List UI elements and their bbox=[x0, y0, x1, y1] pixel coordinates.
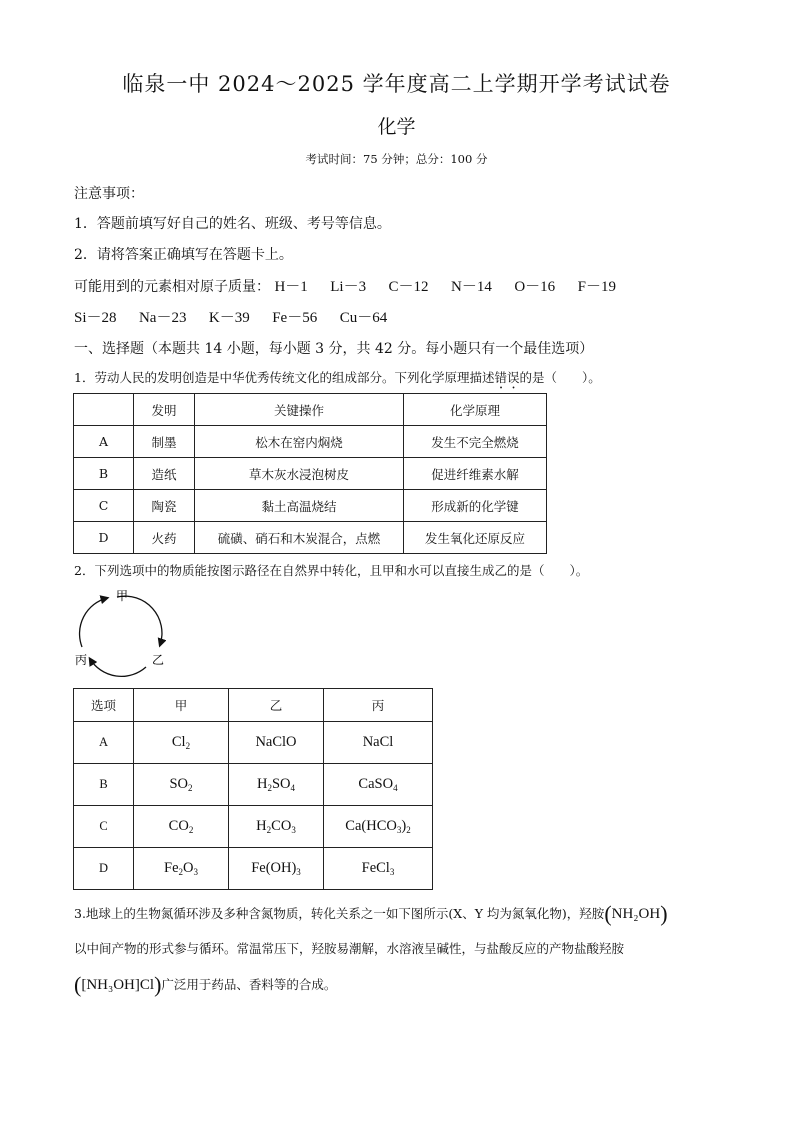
option-cell: A bbox=[74, 426, 134, 458]
formula-cell: $Ca(HCO_3)_2$ bbox=[324, 806, 433, 848]
conversion-cycle-diagram bbox=[72, 585, 172, 680]
question-3-line: 3.地球上的生物氮循环涉及多种含氮物质，转化关系之一如下图所示(X、Y 均为氮氧化物)，羟胺(NH₂OH) bbox=[74, 901, 668, 926]
option-cell: D bbox=[74, 522, 134, 554]
atomic-mass: C－12 bbox=[388, 279, 429, 295]
hydroxylamine-formula: NH₂OH bbox=[611, 906, 661, 922]
arrow-yi-to-bing bbox=[90, 659, 146, 676]
table-cell: 硫磺、硝石和木炭混合，点燃 bbox=[195, 522, 404, 554]
table-row bbox=[74, 490, 547, 522]
atomic-masses-row bbox=[74, 275, 634, 296]
table-header-cell: 发明 bbox=[134, 394, 195, 426]
note-item: 2．请将答案正确填写在答题卡上。 bbox=[74, 247, 293, 263]
table-row bbox=[74, 426, 547, 458]
table-cell: 发生不完全燃烧 bbox=[404, 426, 547, 458]
question-2-stem: 2．下列选项中的物质能按图示路径在自然界中转化，且甲和水可以直接生成乙的是（ ）。 bbox=[74, 563, 589, 578]
atomic-mass: Si－28 bbox=[74, 310, 117, 326]
question-text: 的是（ ）。 bbox=[519, 370, 601, 385]
hydroxylamine-hydrochloride-formula: [NH₃OH]Cl bbox=[81, 977, 155, 993]
table-cell: 形成新的化学键 bbox=[404, 490, 547, 522]
option-cell: C bbox=[74, 806, 134, 848]
atomic-mass: Li－3 bbox=[330, 279, 367, 295]
arrow-jia-to-yi bbox=[117, 596, 162, 645]
table-header-row bbox=[74, 689, 433, 722]
atomic-mass: F－19 bbox=[577, 279, 616, 295]
option-cell: B bbox=[74, 458, 134, 490]
atomic-mass: H－1 bbox=[274, 279, 308, 295]
question-text: 1．劳动人民的发明创造是中华优秀传统文化的组成部分。下列化学原理描述 bbox=[74, 370, 495, 385]
table-header-cell bbox=[74, 394, 134, 426]
page-title: 临泉一中 2024～2025 学年度高二上学期开学考试试卷 bbox=[122, 72, 671, 96]
table-cell: 促进纤维素水解 bbox=[404, 458, 547, 490]
formula-cell: $H_2SO_4$ bbox=[229, 764, 324, 806]
table-header-cell: 选项 bbox=[74, 689, 134, 722]
question-3-line: ([NH₃OH]Cl)广泛用于药品、香料等的合成。 bbox=[74, 972, 337, 997]
atomic-masses-row bbox=[74, 306, 405, 327]
exam-info: 考试时间：75 分钟；总分：100 分 bbox=[305, 152, 488, 166]
table-cell: 制墨 bbox=[134, 426, 195, 458]
question-3-line: 以中间产物的形式参与循环。常温常压下，羟胺易潮解，水溶液呈碱性，与盐酸反应的产物盐酸羟胺 bbox=[74, 941, 625, 956]
table-header-cell: 乙 bbox=[229, 689, 324, 722]
table-row bbox=[74, 806, 433, 848]
table-cell: 草木灰水浸泡树皮 bbox=[195, 458, 404, 490]
atomic-mass: Fe－56 bbox=[272, 310, 318, 326]
arrow-bing-to-jia bbox=[80, 598, 107, 647]
option-cell: A bbox=[74, 722, 134, 764]
option-cell: C bbox=[74, 490, 134, 522]
formula-cell: NaCl bbox=[324, 722, 433, 764]
option-cell: D bbox=[74, 848, 134, 890]
table-row bbox=[74, 522, 547, 554]
table-header-row bbox=[74, 394, 547, 426]
question-text: 3.地球上的生物氮循环涉及多种含氮物质，转化关系之一如下图所示(X、Y 均为氮氧化物)，羟胺 bbox=[74, 906, 605, 921]
atomic-mass: Cu－64 bbox=[339, 310, 388, 326]
cycle-label-jia: 甲 bbox=[116, 589, 129, 603]
table-cell: 松木在窑内焖烧 bbox=[195, 426, 404, 458]
table-row bbox=[74, 764, 433, 806]
table-cell: 黏土高温烧结 bbox=[195, 490, 404, 522]
emphasized-word: 错误 bbox=[494, 370, 520, 385]
atomic-mass: O－16 bbox=[514, 279, 556, 295]
table-cell: 发生氧化还原反应 bbox=[404, 522, 547, 554]
formula-cell: NaClO bbox=[229, 722, 324, 764]
atomic-mass: Na－23 bbox=[138, 310, 187, 326]
table-row bbox=[74, 722, 433, 764]
atomic-mass: K－39 bbox=[208, 310, 250, 326]
atomic-mass: N－14 bbox=[451, 279, 492, 295]
question-1-table bbox=[73, 393, 547, 554]
formula-cell: FeCl$_3$ bbox=[324, 848, 433, 890]
cycle-label-yi: 乙 bbox=[152, 653, 165, 667]
table-header-cell: 关键操作 bbox=[195, 394, 404, 426]
question-1-stem bbox=[74, 368, 601, 392]
formula-cell: $Cl_2$ bbox=[134, 722, 229, 764]
atomic-masses-label: 可能用到的元素相对原子质量： bbox=[74, 279, 270, 295]
notes-heading: 注意事项： bbox=[74, 186, 144, 202]
question-2-table bbox=[73, 688, 433, 890]
formula-cell: CaSO$_4$ bbox=[324, 764, 433, 806]
table-cell: 陶瓷 bbox=[134, 490, 195, 522]
formula-cell: $CO_2$ bbox=[134, 806, 229, 848]
option-cell: B bbox=[74, 764, 134, 806]
note-item: 1．答题前填写好自己的姓名、班级、考号等信息。 bbox=[74, 216, 391, 232]
table-row bbox=[74, 848, 433, 890]
formula-cell: $Fe_2O_3$ bbox=[134, 848, 229, 890]
cycle-label-bing: 丙 bbox=[75, 653, 88, 667]
table-header-cell: 甲 bbox=[134, 689, 229, 722]
table-header-cell: 化学原理 bbox=[404, 394, 547, 426]
table-cell: 造纸 bbox=[134, 458, 195, 490]
formula-cell: $SO_2$ bbox=[134, 764, 229, 806]
subject-title: 化学 bbox=[377, 116, 416, 138]
question-text: 广泛用于药品、香料等的合成。 bbox=[161, 977, 337, 992]
table-row bbox=[74, 458, 547, 490]
table-header-cell: 丙 bbox=[324, 689, 433, 722]
table-cell: 火药 bbox=[134, 522, 195, 554]
formula-cell: $H_2CO_3$ bbox=[229, 806, 324, 848]
section-heading: 一、选择题（本题共 14 小题，每小题 3 分，共 42 分。每小题只有一个最佳选项） bbox=[74, 341, 594, 357]
formula-cell: $Fe(OH)_3$ bbox=[229, 848, 324, 890]
